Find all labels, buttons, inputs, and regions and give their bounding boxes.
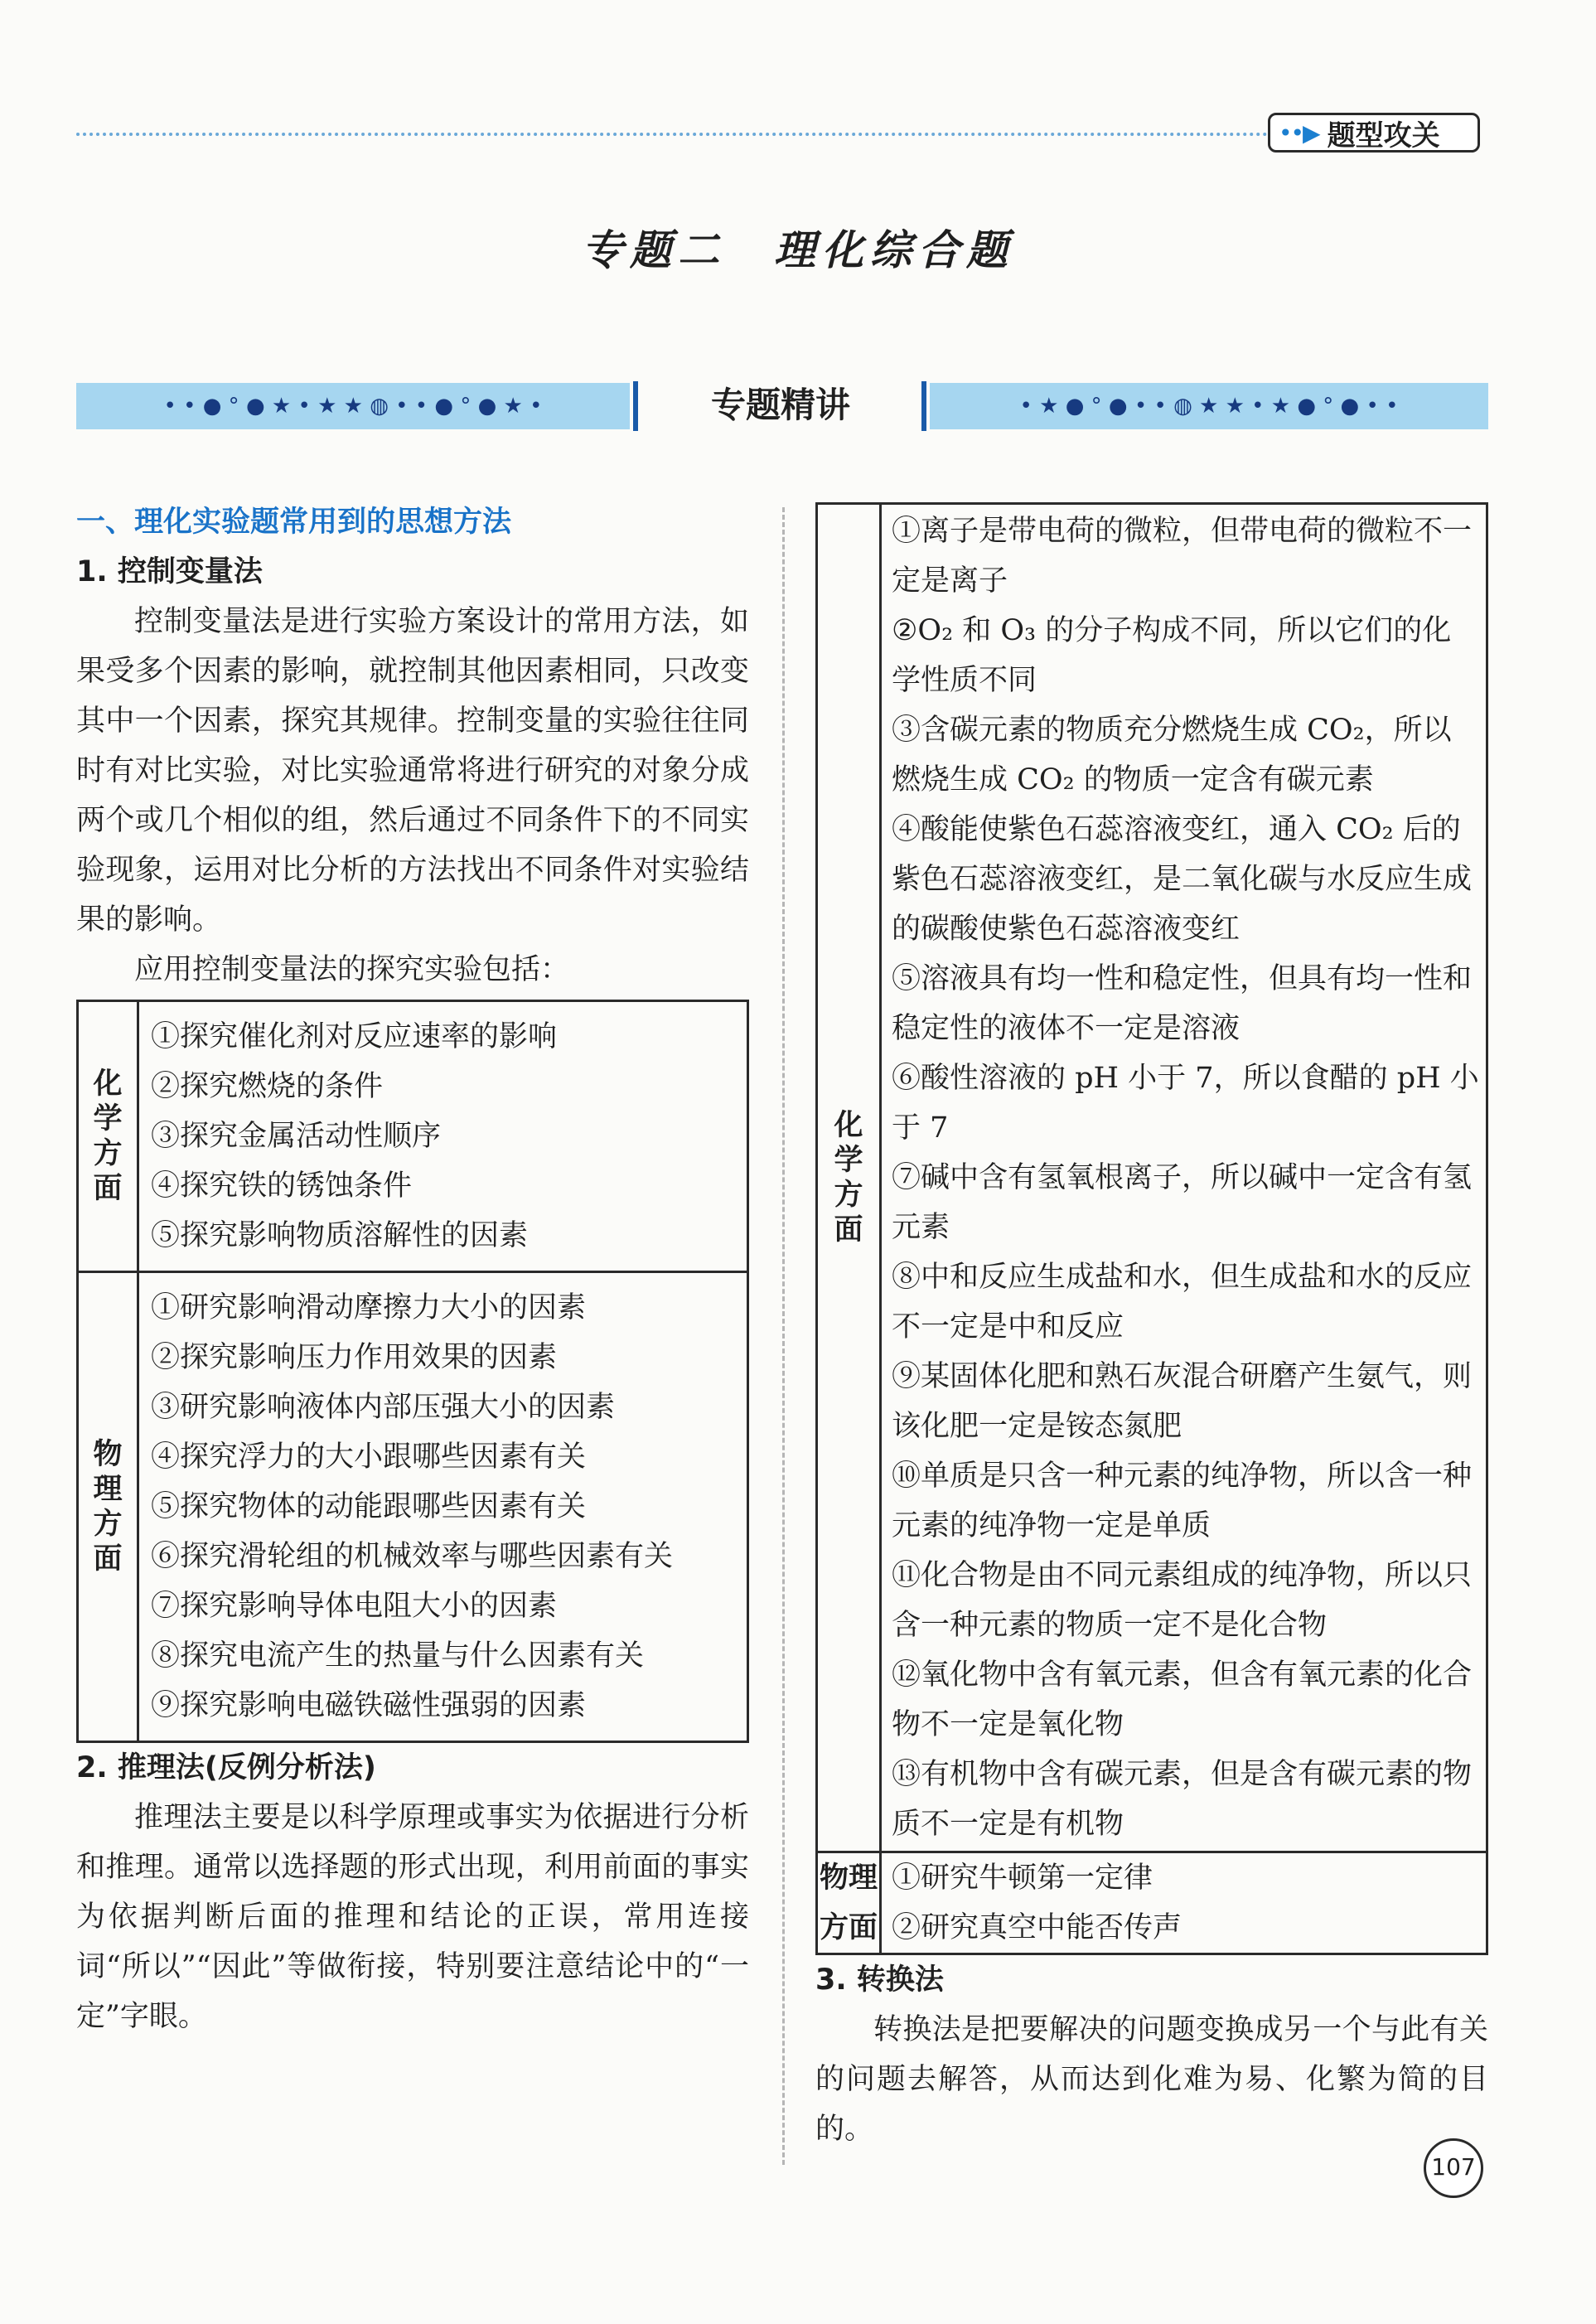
subheading-conversion: 3. 转换法 bbox=[815, 1963, 944, 1997]
subheading-control-variable: 1. 控制变量法 bbox=[76, 555, 263, 588]
list-item: ②探究影响压力作用效果的因素 bbox=[151, 1341, 558, 1374]
list-item: ④酸能使紫色石蕊溶液变红，通入 CO₂ 后的紫色石蕊溶液变红，是二氧化碳与水反应生成的碳酸使紫色石蕊溶液变红 bbox=[892, 813, 1473, 946]
list-item: ⑦探究影响导体电阻大小的因素 bbox=[151, 1590, 558, 1623]
chem-head-cell bbox=[817, 504, 881, 1852]
list-item: ⑥酸性溶液的 pH 小于 7，所以食醋的 pH 小于 7 bbox=[892, 1062, 1479, 1145]
right-tail bbox=[815, 1955, 1488, 2154]
table-row-chemistry bbox=[78, 1001, 748, 1272]
list-item: ③探究金属活动性顺序 bbox=[151, 1120, 442, 1153]
list-item: ⑩单质是只含一种元素的纯净物，所以含一种元素的纯净物一定是单质 bbox=[892, 1460, 1473, 1542]
page-title: 专题二 理化综合题 bbox=[582, 225, 1014, 274]
column-divider bbox=[782, 507, 785, 2165]
paragraph-reasoning: 推理法主要是以科学原理或事实为依据进行分析和推理。通常以选择题的形式出现，利用前面的事实为依据判断后面的推理和结论的正误，常用连接词“所以”“因此”等做衔接，特别要注意结论中的“一定”字眼。 bbox=[76, 1801, 749, 2033]
page-number: 107 bbox=[1424, 2138, 1483, 2198]
header-dotted-rule bbox=[76, 133, 1268, 136]
control-variable-table bbox=[76, 1000, 749, 1743]
phys-items-cell bbox=[138, 1272, 748, 1742]
decor-band-left: • • ● ° ● ★ • ★ ★ ◍ • • ● ° ● ★ • bbox=[76, 383, 630, 429]
chem-items-cell bbox=[138, 1001, 748, 1272]
list-item: ③研究影响液体内部压强大小的因素 bbox=[151, 1391, 616, 1424]
list-item: ①研究影响滑动摩擦力大小的因素 bbox=[151, 1291, 587, 1324]
chem-head-cell bbox=[78, 1001, 138, 1272]
list-item: ⑤探究物体的动能跟哪些因素有关 bbox=[151, 1490, 587, 1523]
list-item: ⑬有机物中含有碳元素，但是含有碳元素的物质不一定是有机物 bbox=[892, 1758, 1473, 1841]
list-item: ②O₂ 和 O₃ 的分子构成不同，所以它们的化学性质不同 bbox=[892, 614, 1452, 697]
list-item: ①离子是带电荷的微粒，但带电荷的微粒不一定是离子 bbox=[892, 515, 1473, 598]
table-row-physics bbox=[78, 1272, 748, 1742]
phys-head-line-2: 方面 bbox=[819, 1911, 878, 1944]
paragraph-control-variable: 控制变量法是进行实验方案设计的常用方法，如果受多个因素的影响，就控制其他因素相同，只改变其中一个因素，探究其规律。控制变量的实验往往同时有对比实验，对比实验通常将进行研究的对象分成两个或几个相似的组，然后通过不同条件下的不同实验现象，运用对比分析的方法找出不同条件对实验结果的影响。 bbox=[76, 605, 749, 937]
list-item: ④探究浮力的大小跟哪些因素有关 bbox=[151, 1440, 587, 1474]
reasoning-table bbox=[815, 502, 1488, 1955]
list-item: ⑪化合物是由不同元素组成的纯净物，所以只含一种元素的物质一定不是化合物 bbox=[892, 1559, 1473, 1642]
list-item: ⑨某固体化肥和熟石灰混合研磨产生氨气，则该化肥一定是铵态氮肥 bbox=[892, 1360, 1473, 1443]
left-column bbox=[76, 497, 749, 2041]
list-item: ⑦碱中含有氢氧根离子，所以碱中一定含有氢元素 bbox=[892, 1161, 1473, 1244]
section-heading: 一、理化实验题常用到的思想方法 bbox=[76, 506, 512, 539]
band-divider-right bbox=[921, 381, 926, 431]
list-item: ②探究燃烧的条件 bbox=[151, 1070, 384, 1103]
arrow-icon: ••▶ bbox=[1279, 119, 1319, 147]
chem-head-label: 化学方面 bbox=[93, 1068, 123, 1205]
right-column bbox=[815, 502, 1488, 2154]
list-item: ③含碳元素的物质充分燃烧生成 CO₂，所以燃烧生成 CO₂ 的物质一定含有碳元素 bbox=[892, 714, 1452, 796]
subheading-reasoning: 2. 推理法(反例分析法) bbox=[76, 1751, 376, 1784]
phys-head-line-1: 物理 bbox=[819, 1862, 878, 1895]
list-item: ⑤溶液具有均一性和稳定性，但具有均一性和稳定性的液体不一定是溶液 bbox=[892, 962, 1473, 1045]
decor-band-right: • ★ ● ° ● • • ◍ ★ ★ • ★ ● ° ● • • bbox=[930, 383, 1488, 429]
chem-items-cell bbox=[881, 504, 1487, 1852]
phys-items-cell bbox=[881, 1852, 1487, 1954]
list-item: ⑥探究滑轮组的机械效率与哪些因素有关 bbox=[151, 1540, 674, 1573]
phys-head-label: 物理方面 bbox=[93, 1438, 123, 1576]
paragraph-conversion: 转换法是把要解决的问题变换成另一个与此有关的问题去解答，从而达到化难为易、化繁为简的目的。 bbox=[815, 2013, 1488, 2146]
band-title: 专题精讲 bbox=[710, 385, 850, 425]
section-tag bbox=[1268, 113, 1480, 153]
list-item: ⑤探究影响物质溶解性的因素 bbox=[151, 1219, 529, 1252]
chem-head-label: 化学方面 bbox=[834, 1109, 863, 1247]
list-item: ⑫氧化物中含有氧元素，但含有氧元素的化合物不一定是氧化物 bbox=[892, 1658, 1473, 1741]
list-item: ⑧探究电流产生的热量与什么因素有关 bbox=[151, 1639, 645, 1673]
list-item: ⑧中和反应生成盐和水，但生成盐和水的反应不一定是中和反应 bbox=[892, 1261, 1473, 1344]
list-item: ④探究铁的锈蚀条件 bbox=[151, 1169, 413, 1203]
table-row-chemistry bbox=[817, 504, 1487, 1852]
section-tag-label: 题型攻关 bbox=[1327, 119, 1440, 153]
list-item: ①探究催化剂对反应速率的影响 bbox=[151, 1020, 558, 1053]
list-item: ②研究真空中能否传声 bbox=[892, 1911, 1182, 1944]
paragraph-applications: 应用控制变量法的探究实验包括： bbox=[134, 953, 570, 986]
list-item: ⑨探究影响电磁铁磁性强弱的因素 bbox=[151, 1689, 587, 1722]
phys-head-cell bbox=[78, 1272, 138, 1742]
phys-head-cell bbox=[817, 1852, 881, 1954]
table-row-physics bbox=[817, 1852, 1487, 1954]
list-item: ①研究牛顿第一定律 bbox=[892, 1862, 1153, 1895]
